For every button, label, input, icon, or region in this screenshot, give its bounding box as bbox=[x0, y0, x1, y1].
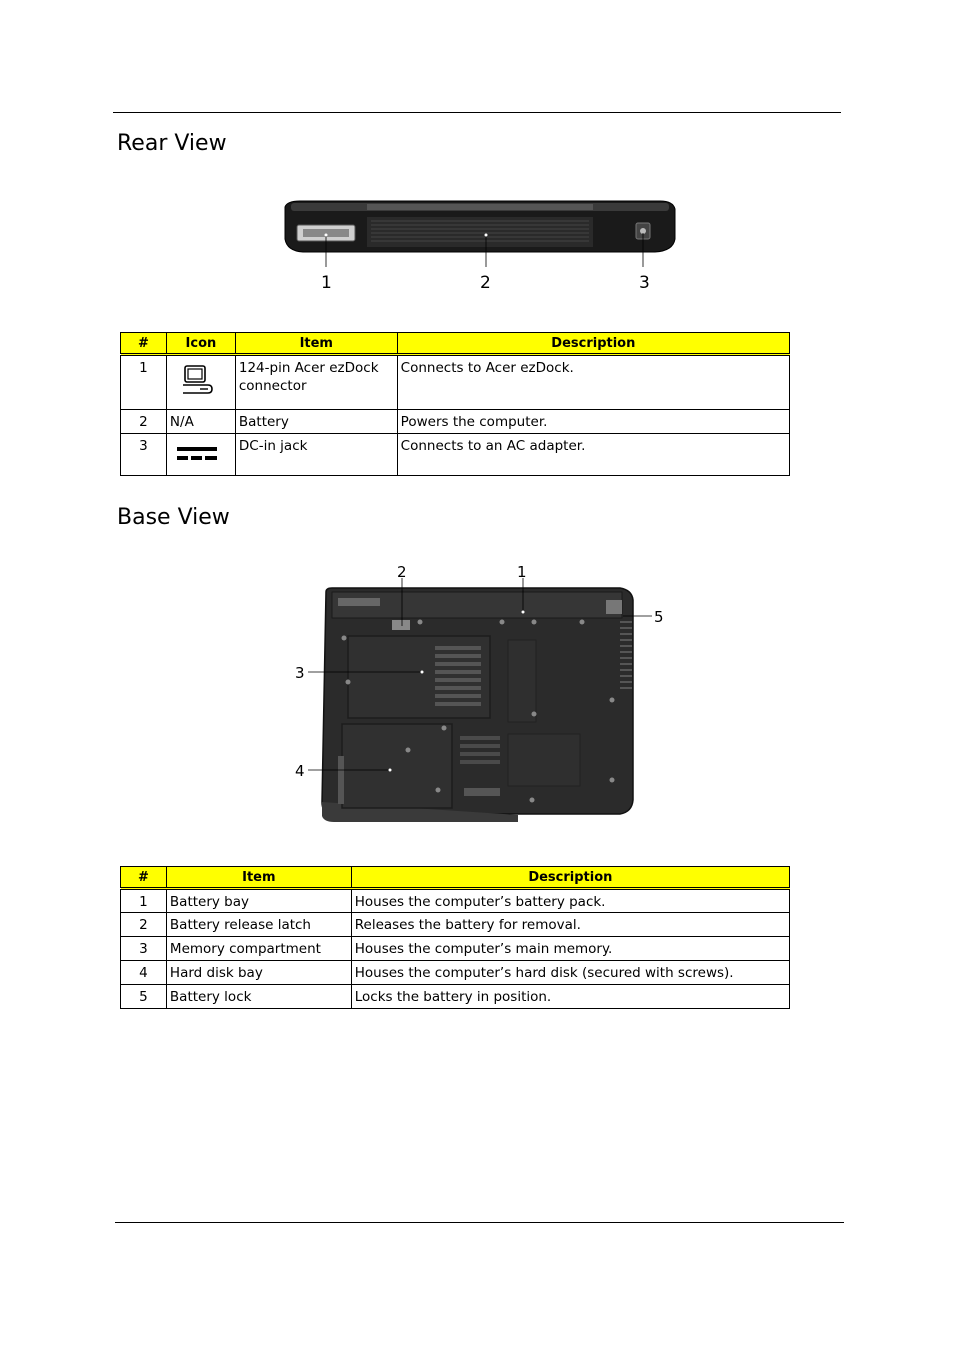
row-description: Houses the computer’s battery pack. bbox=[351, 889, 789, 913]
base-callout-1: 1 bbox=[517, 563, 527, 581]
row-description: Releases the battery for removal. bbox=[351, 913, 789, 937]
row-description: Powers the computer. bbox=[397, 410, 789, 434]
rear-view-heading: Rear View bbox=[117, 131, 227, 156]
row-description: Connects to an AC adapter. bbox=[397, 434, 789, 476]
row-description: Houses the computer’s main memory. bbox=[351, 937, 789, 961]
row-item: Battery release latch bbox=[166, 913, 351, 937]
table-row bbox=[121, 410, 790, 434]
header-item: Item bbox=[166, 867, 351, 889]
top-rule bbox=[113, 112, 841, 113]
row-item: 124-pin Acer ezDock connector bbox=[235, 355, 397, 410]
row-num: 3 bbox=[121, 434, 167, 476]
header-item: Item bbox=[235, 333, 397, 355]
row-item: Memory compartment bbox=[166, 937, 351, 961]
base-callout-4: 4 bbox=[295, 762, 305, 780]
table-row bbox=[121, 961, 790, 985]
row-item: Hard disk bay bbox=[166, 961, 351, 985]
table-row bbox=[121, 985, 790, 1009]
table-row bbox=[121, 913, 790, 937]
header-num: # bbox=[121, 333, 167, 355]
base-callout-5: 5 bbox=[654, 608, 664, 626]
row-num: 4 bbox=[121, 961, 167, 985]
table-row bbox=[121, 889, 790, 913]
row-item: DC-in jack bbox=[235, 434, 397, 476]
row-description: Houses the computer’s hard disk (secured with screws). bbox=[351, 961, 789, 985]
table-row bbox=[121, 937, 790, 961]
row-num: 1 bbox=[121, 889, 167, 913]
table-row bbox=[121, 355, 790, 410]
row-icon bbox=[166, 355, 235, 410]
rear-view-image bbox=[275, 195, 685, 295]
rear-view-table bbox=[120, 332, 790, 476]
rear-callout-3: 3 bbox=[639, 273, 650, 293]
rear-callout-1: 1 bbox=[321, 273, 332, 293]
header-icon: Icon bbox=[166, 333, 235, 355]
row-item: Battery bay bbox=[166, 889, 351, 913]
row-item: Battery lock bbox=[166, 985, 351, 1009]
base-view-heading: Base View bbox=[117, 505, 230, 530]
row-num: 5 bbox=[121, 985, 167, 1009]
row-description: Connects to Acer ezDock. bbox=[397, 355, 789, 410]
header-description: Description bbox=[351, 867, 789, 889]
base-view-table bbox=[120, 866, 790, 1009]
row-num: 3 bbox=[121, 937, 167, 961]
table-header-row bbox=[121, 333, 790, 355]
row-num: 2 bbox=[121, 410, 167, 434]
dc-in-icon bbox=[174, 445, 218, 469]
row-icon-text: N/A bbox=[166, 410, 235, 434]
bottom-rule bbox=[115, 1222, 844, 1223]
rear-callout-2: 2 bbox=[480, 273, 491, 293]
row-description: Locks the battery in position. bbox=[351, 985, 789, 1009]
header-num: # bbox=[121, 867, 167, 889]
row-num: 1 bbox=[121, 355, 167, 410]
ezdock-connector-icon bbox=[178, 363, 218, 403]
header-description: Description bbox=[397, 333, 789, 355]
table-header-row bbox=[121, 867, 790, 889]
base-callout-3: 3 bbox=[295, 664, 305, 682]
row-num: 2 bbox=[121, 913, 167, 937]
base-callout-2: 2 bbox=[397, 563, 407, 581]
row-item: Battery bbox=[235, 410, 397, 434]
table-row bbox=[121, 434, 790, 476]
base-view-image bbox=[290, 560, 670, 825]
row-icon bbox=[166, 434, 235, 476]
